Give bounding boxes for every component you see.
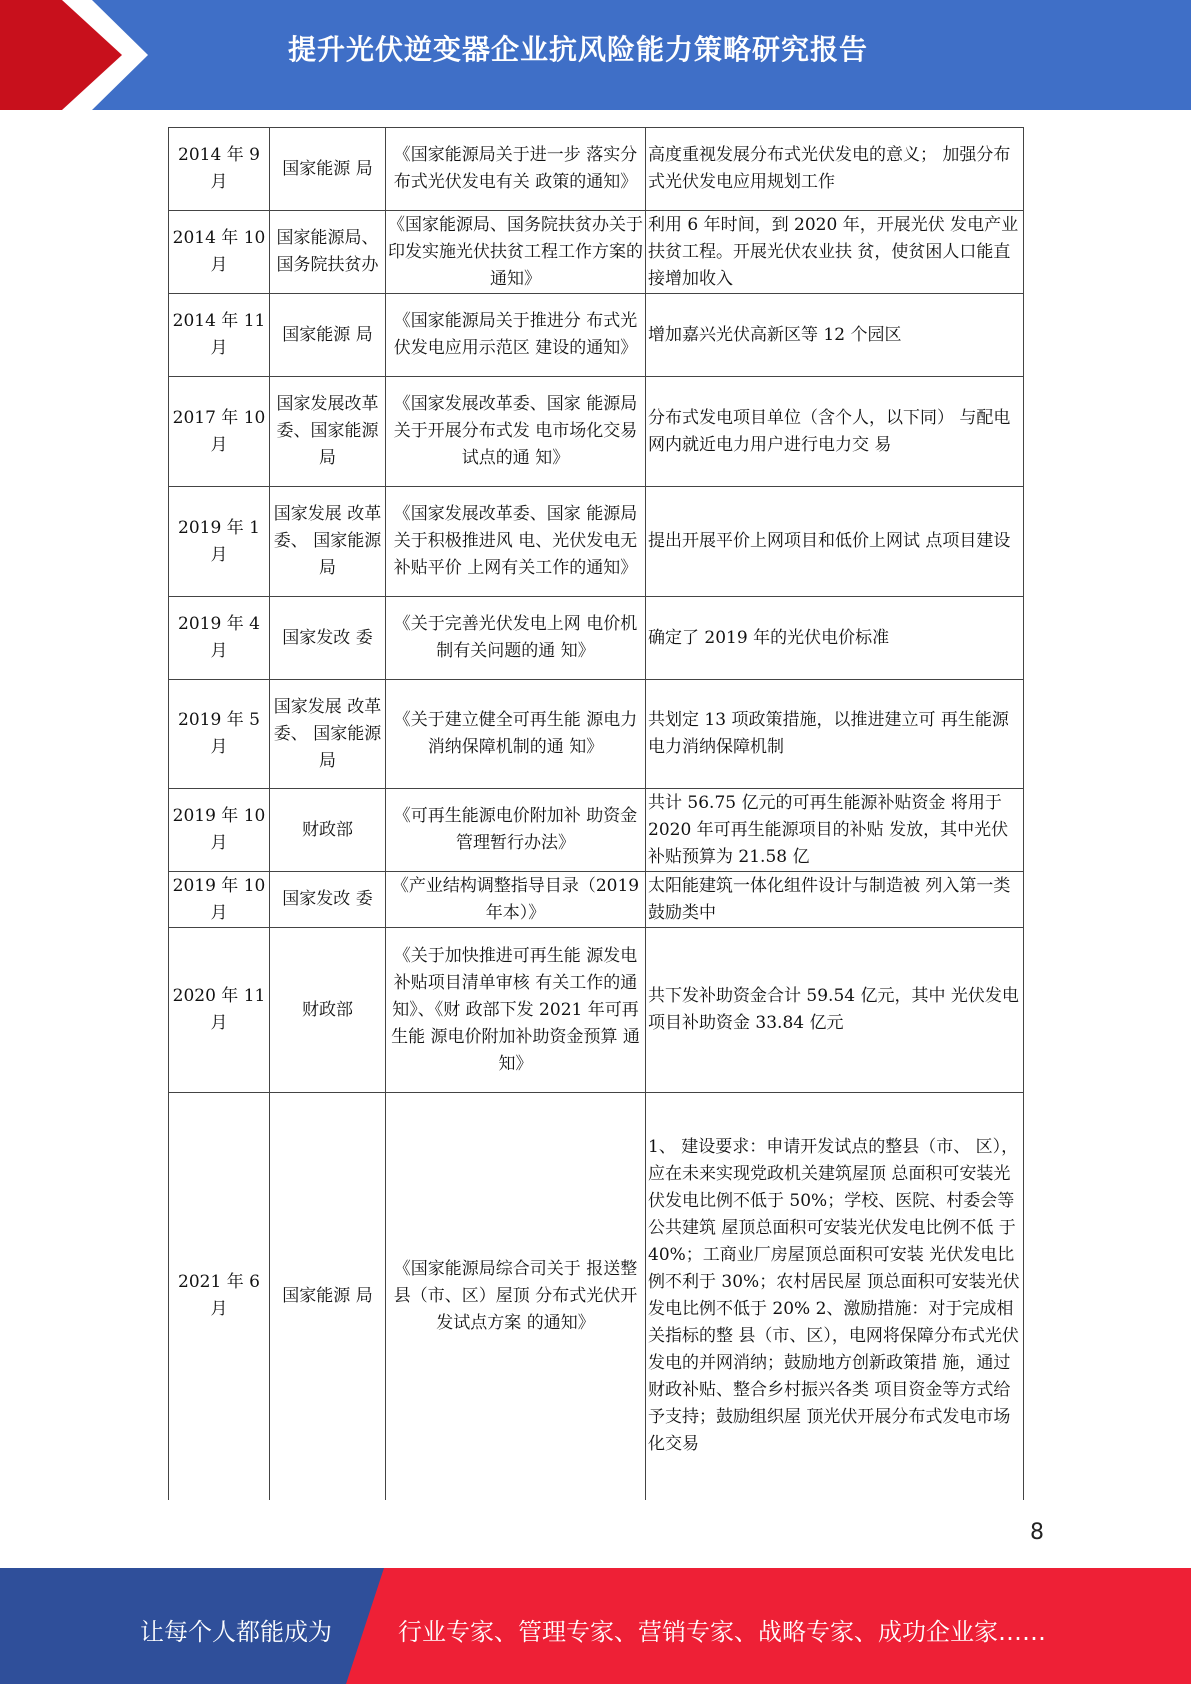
document-cell: 《关于完善光伏发电上网 电价机制有关问题的通 知》 bbox=[386, 597, 646, 680]
department-cell: 国家能源局、国务院扶贫办 bbox=[270, 211, 386, 294]
page-footer bbox=[0, 1568, 1191, 1684]
description-cell: 提出开展平价上网项目和低价上网试 点项目建设 bbox=[646, 487, 1024, 597]
description-cell: 共下发补助资金合计 59.54 亿元，其中 光伏发电项目补助资金 33.84 亿元 bbox=[646, 928, 1024, 1093]
date-cell: 2021 年 6 月 bbox=[169, 1093, 270, 1500]
description-cell: 利用 6 年时间，到 2020 年，开展光伏 发电产业扶贫工程。开展光伏农业扶 贫，使贫困人口能直接增加收入 bbox=[646, 211, 1024, 294]
description-cell: 1、 建设要求：申请开发试点的整县（市、 区），应在未来实现党政机关建筑屋顶 总面积可安装光伏发电比例不低于 50%；学校、医院、村委会等公共建筑 屋顶总面积可安装光伏发电比例不低 于 40%；工商业厂房屋顶总面积可安装 光伏发电比例不利于 30%；农村居民屋 顶总面积可安装光伏发电比例不低于 20% 2、激励措施：对于完成相关指标的整 县（市、区），电网将保障分布式光伏 发电的并网消纳；鼓励地方创新政策措 施，通过财政补贴、整合乡村振兴各类 项目资金等方式给予支持；鼓励组织屋 顶光伏开展分布式发电市场化交易 bbox=[646, 1093, 1024, 1500]
table-row bbox=[169, 294, 1024, 377]
table-row bbox=[169, 128, 1024, 211]
description-cell: 分布式发电项目单位（含个人，以下同） 与配电网内就近电力用户进行电力交 易 bbox=[646, 377, 1024, 487]
page-header bbox=[0, 0, 1191, 110]
description-cell: 增加嘉兴光伏高新区等 12 个园区 bbox=[646, 294, 1024, 377]
department-cell: 财政部 bbox=[270, 928, 386, 1093]
table-row bbox=[169, 377, 1024, 487]
department-cell: 国家发展改革委、国家能源局 bbox=[270, 377, 386, 487]
date-cell: 2019 年 4 月 bbox=[169, 597, 270, 680]
date-cell: 2019 年 5 月 bbox=[169, 680, 270, 789]
policy-table bbox=[168, 127, 1024, 1500]
table-row bbox=[169, 487, 1024, 597]
date-cell: 2019 年 1 月 bbox=[169, 487, 270, 597]
description-cell: 确定了 2019 年的光伏电价标准 bbox=[646, 597, 1024, 680]
department-cell: 国家能源 局 bbox=[270, 1093, 386, 1500]
document-cell: 《国家发展改革委、国家 能源局关于积极推进风 电、光伏发电无补贴平价 上网有关工作的通知》 bbox=[386, 487, 646, 597]
date-cell: 2017 年 10 月 bbox=[169, 377, 270, 487]
document-cell: 《关于建立健全可再生能 源电力消纳保障机制的通 知》 bbox=[386, 680, 646, 789]
document-cell: 《国家能源局关于进一步 落实分布式光伏发电有关 政策的通知》 bbox=[386, 128, 646, 211]
document-cell: 《国家能源局关于推进分 布式光伏发电应用示范区 建设的通知》 bbox=[386, 294, 646, 377]
department-cell: 财政部 bbox=[270, 789, 386, 872]
table-row bbox=[169, 211, 1024, 294]
table-row bbox=[169, 928, 1024, 1093]
date-cell: 2019 年 10 月 bbox=[169, 872, 270, 928]
document-cell: 《关于加快推进可再生能 源发电补贴项目清单审核 有关工作的通知》、《财 政部下发 2021 年可再生能 源电价附加补助资金预算 通知》 bbox=[386, 928, 646, 1093]
date-cell: 2019 年 10 月 bbox=[169, 789, 270, 872]
table-row bbox=[169, 872, 1024, 928]
description-cell: 太阳能建筑一体化组件设计与制造被 列入第一类鼓励类中 bbox=[646, 872, 1024, 928]
date-cell: 2020 年 11 月 bbox=[169, 928, 270, 1093]
description-cell: 共划定 13 项政策措施，以推进建立可 再生能源电力消纳保障机制 bbox=[646, 680, 1024, 789]
table-row bbox=[169, 1093, 1024, 1500]
description-cell: 共计 56.75 亿元的可再生能源补贴资金 将用于 2020 年可再生能源项目的补贴 发放，其中光伏补贴预算为 21.58 亿 bbox=[646, 789, 1024, 872]
department-cell: 国家能源 局 bbox=[270, 294, 386, 377]
footer-slogan-right: 行业专家、管理专家、营销专家、战略专家、成功企业家…… bbox=[398, 1618, 1046, 1646]
document-cell: 《国家发展改革委、国家 能源局关于开展分布式发 电市场化交易试点的通 知》 bbox=[386, 377, 646, 487]
department-cell: 国家发改 委 bbox=[270, 872, 386, 928]
date-cell: 2014 年 11 月 bbox=[169, 294, 270, 377]
department-cell: 国家发展 改革委、 国家能源 局 bbox=[270, 487, 386, 597]
date-cell: 2014 年 10 月 bbox=[169, 211, 270, 294]
document-title: 提升光伏逆变器企业抗风险能力策略研究报告 bbox=[288, 33, 869, 66]
table-row bbox=[169, 597, 1024, 680]
document-cell: 《国家能源局、国务院扶贫办关于印发实施光伏扶贫工程工作方案的通知》 bbox=[386, 211, 646, 294]
page-number: 8 bbox=[1030, 1520, 1044, 1545]
table-row bbox=[169, 789, 1024, 872]
document-cell: 《可再生能源电价附加补 助资金管理暂行办法》 bbox=[386, 789, 646, 872]
department-cell: 国家发改 委 bbox=[270, 597, 386, 680]
department-cell: 国家能源 局 bbox=[270, 128, 386, 211]
department-cell: 国家发展 改革委、 国家能源 局 bbox=[270, 680, 386, 789]
document-cell: 《国家能源局综合司关于 报送整县（市、区）屋顶 分布式光伏开发试点方案 的通知》 bbox=[386, 1093, 646, 1500]
date-cell: 2014 年 9 月 bbox=[169, 128, 270, 211]
description-cell: 高度重视发展分布式光伏发电的意义； 加强分布式光伏发电应用规划工作 bbox=[646, 128, 1024, 211]
document-cell: 《产业结构调整指导目录（2019 年本）》 bbox=[386, 872, 646, 928]
footer-slogan-left: 让每个人都能成为 bbox=[140, 1618, 332, 1646]
table-row bbox=[169, 680, 1024, 789]
